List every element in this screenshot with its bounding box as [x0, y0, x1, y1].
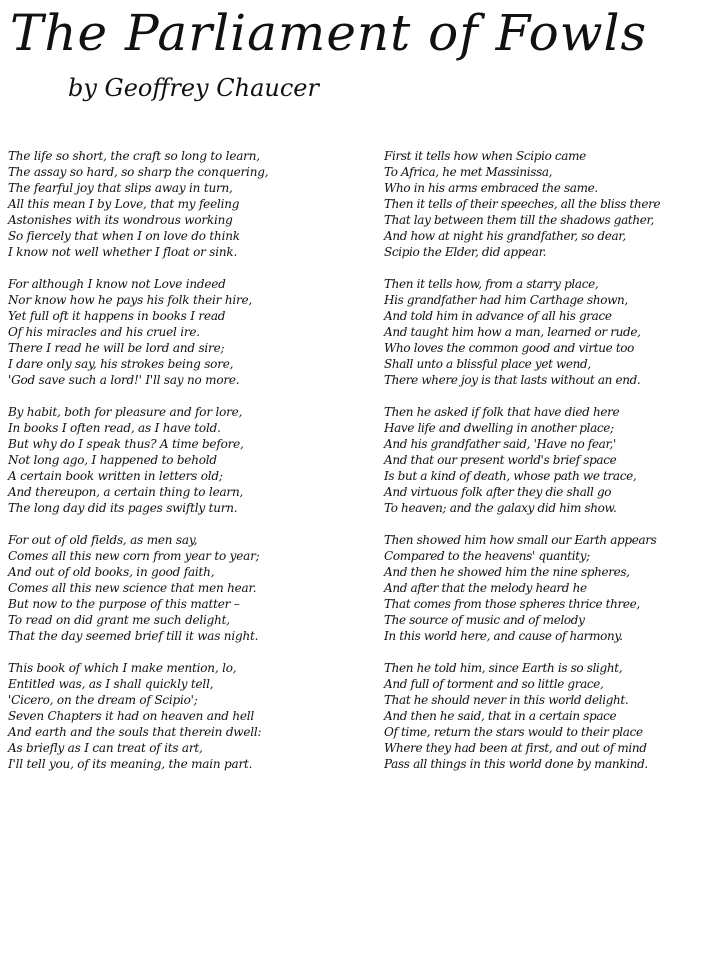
verse-line: That the day seemed brief till it was night.: [8, 629, 259, 643]
verse-line: For out of old fields, as men say,: [8, 533, 198, 547]
verse-line: All this mean I by Love, that my feeling: [8, 197, 240, 211]
verse-line: To read on did grant me such delight,: [8, 613, 230, 627]
verse-line: Of time, return the stars would to their place: [384, 725, 643, 739]
verse-line: And that our present world's brief space: [384, 453, 617, 467]
verse-line: By habit, both for pleasure and for lore,: [8, 405, 243, 419]
stanza: [8, 404, 376, 516]
verse-line: Then it tells how, from a starry place,: [384, 277, 599, 291]
verse-line: First it tells how when Scipio came: [384, 149, 586, 163]
verse-line: The source of music and of melody: [384, 613, 585, 627]
verse-line: The life so short, the craft so long to learn,: [8, 149, 260, 163]
verse-line: I'll tell you, of its meaning, the main part.: [8, 757, 253, 771]
verse-line: Then showed him how small our Earth appears: [384, 533, 657, 547]
poem-column-right: [384, 148, 718, 788]
verse-line: And his grandfather said, 'Have no fear,': [384, 437, 616, 451]
verse-line: In books I often read, as I have told.: [8, 421, 221, 435]
verse-line: To Africa, he met Massinissa,: [384, 165, 553, 179]
verse-line: And then he said, that in a certain space: [384, 709, 617, 723]
verse-line: Have life and dwelling in another place;: [384, 421, 614, 435]
verse-line: His grandfather had him Carthage shown,: [384, 293, 628, 307]
verse-line: That he should never in this world delight.: [384, 693, 629, 707]
verse-line: In this world here, and cause of harmony.: [384, 629, 623, 643]
verse-line: I know not well whether I float or sink.: [8, 245, 238, 259]
verse-line: Who loves the common good and virtue too: [384, 341, 635, 355]
verse-line: Astonishes with its wondrous working: [8, 213, 233, 227]
verse-line: And earth and the souls that therein dwell:: [8, 725, 262, 739]
stanza: [8, 148, 376, 260]
poem-title: The Parliament of Fowls: [10, 4, 648, 62]
verse-line: A certain book written in letters old;: [8, 469, 223, 483]
verse-line: To heaven; and the galaxy did him show.: [384, 501, 617, 515]
verse-line: I dare only say, his strokes being sore,: [8, 357, 234, 371]
verse-line: That comes from those spheres thrice three,: [384, 597, 640, 611]
verse-line: Then he told him, since Earth is so slight,: [384, 661, 623, 675]
verse-line: Then he asked if folk that have died here: [384, 405, 620, 419]
verse-line: Nor know how he pays his folk their hire,: [8, 293, 253, 307]
verse-line: And told him in advance of all his grace: [384, 309, 612, 323]
verse-line: And how at night his grandfather, so dear,: [384, 229, 626, 243]
verse-line: The assay so hard, so sharp the conquering,: [8, 165, 269, 179]
verse-line: But why do I speak thus? A time before,: [8, 437, 244, 451]
verse-line: That lay between them till the shadows gather,: [384, 213, 655, 227]
stanza: [8, 276, 376, 388]
verse-line: Where they had been at first, and out of mind: [384, 741, 647, 755]
poem-column-left: [8, 148, 376, 788]
verse-line: And then he showed him the nine spheres,: [384, 565, 630, 579]
verse-line: Scipio the Elder, did appear.: [384, 245, 547, 259]
verse-line: There I read he will be lord and sire;: [8, 341, 225, 355]
verse-line: 'Cicero, on the dream of Scipio';: [8, 693, 198, 707]
verse-line: Pass all things in this world done by mankind.: [384, 757, 648, 771]
verse-line: And after that the melody heard he: [384, 581, 587, 595]
stanza: [384, 532, 718, 644]
verse-line: And out of old books, in good faith,: [8, 565, 215, 579]
verse-line: There where joy is that lasts without an end.: [384, 373, 641, 387]
verse-line: And full of torment and so little grace,: [384, 677, 604, 691]
verse-line: Comes all this new corn from year to year;: [8, 549, 260, 563]
verse-line: As briefly as I can treat of its art,: [8, 741, 203, 755]
verse-line: But now to the purpose of this matter –: [8, 597, 240, 611]
verse-line: Yet full oft it happens in books I read: [8, 309, 226, 323]
verse-line: Compared to the heavens' quantity;: [384, 549, 590, 563]
verse-line: The fearful joy that slips away in turn,: [8, 181, 233, 195]
verse-line: Entitled was, as I shall quickly tell,: [8, 677, 214, 691]
verse-line: The long day did its pages swiftly turn.: [8, 501, 238, 515]
verse-line: So fiercely that when I on love do think: [8, 229, 240, 243]
verse-line: This book of which I make mention, lo,: [8, 661, 237, 675]
author-byline: by Geoffrey Chaucer: [68, 74, 319, 102]
stanza: [8, 532, 376, 644]
stanza: [8, 660, 376, 772]
verse-line: Who in his arms embraced the same.: [384, 181, 598, 195]
verse-line: For although I know not Love indeed: [8, 277, 226, 291]
stanza: [384, 276, 718, 388]
verse-line: Then it tells of their speeches, all the bliss there: [384, 197, 661, 211]
stanza: [384, 148, 718, 260]
verse-line: Seven Chapters it had on heaven and hell: [8, 709, 255, 723]
verse-line: Comes all this new science that men hear.: [8, 581, 257, 595]
verse-line: Not long ago, I happened to behold: [8, 453, 217, 467]
verse-line: And virtuous folk after they die shall go: [384, 485, 612, 499]
verse-line: And thereupon, a certain thing to learn,: [8, 485, 244, 499]
stanza: [384, 404, 718, 516]
verse-line: 'God save such a lord!' I'll say no more.: [8, 373, 240, 387]
verse-line: And taught him how a man, learned or rude,: [384, 325, 641, 339]
verse-line: Is but a kind of death, whose path we trace,: [384, 469, 637, 483]
verse-line: Of his miracles and his cruel ire.: [8, 325, 200, 339]
verse-line: Shall unto a blissful place yet wend,: [384, 357, 591, 371]
stanza: [384, 660, 718, 772]
